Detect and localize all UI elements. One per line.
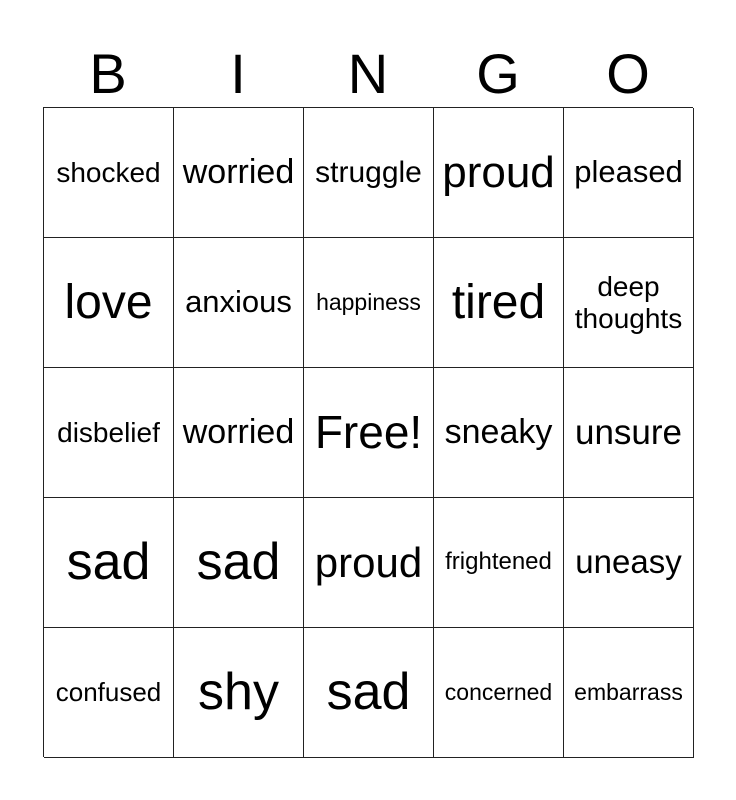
cell-label: worried [182, 413, 295, 452]
free-space-cell[interactable] [304, 368, 434, 498]
bingo-cell[interactable] [44, 498, 174, 628]
bingo-cell[interactable] [564, 108, 694, 238]
header-letter-o: O [606, 42, 650, 105]
bingo-grid [43, 107, 693, 757]
header-letter-n: N [347, 42, 389, 105]
cell-label: pleased [574, 154, 683, 190]
bingo-cell[interactable] [174, 238, 304, 368]
cell-label: uneasy [575, 543, 682, 581]
bingo-cell[interactable] [564, 238, 694, 368]
bingo-cell[interactable] [44, 238, 174, 368]
cell-label: disbelief [57, 416, 160, 448]
cell-label: deep thoughts [574, 271, 683, 334]
cell-label: embarrass [574, 678, 683, 705]
bingo-cell[interactable] [434, 368, 564, 498]
bingo-cell[interactable] [44, 108, 174, 238]
bingo-cell[interactable] [174, 368, 304, 498]
cell-label: proud [442, 147, 555, 197]
cell-label: anxious [185, 284, 292, 320]
bingo-cell[interactable] [564, 498, 694, 628]
cell-label: Free! [314, 405, 423, 458]
cell-label: sad [66, 533, 151, 592]
bingo-cell[interactable] [304, 628, 434, 758]
bingo-cell[interactable] [304, 238, 434, 368]
header-letter-i: I [230, 42, 246, 105]
cell-label: sneaky [444, 413, 553, 452]
cell-label: concerned [444, 678, 553, 705]
cell-label: tired [451, 275, 546, 329]
bingo-cell[interactable] [434, 628, 564, 758]
cell-label: shocked [56, 156, 161, 188]
cell-label: confused [55, 676, 162, 707]
bingo-cell[interactable] [434, 238, 564, 368]
cell-label: unsure [574, 412, 683, 452]
cell-label: worried [182, 153, 295, 192]
bingo-cell[interactable] [174, 498, 304, 628]
bingo-cell[interactable] [434, 108, 564, 238]
bingo-cell[interactable] [44, 628, 174, 758]
header-letter-g: G [476, 42, 520, 105]
bingo-cell[interactable] [304, 498, 434, 628]
cell-label: struggle [315, 155, 422, 189]
bingo-cell[interactable] [44, 368, 174, 498]
bingo-cell[interactable] [174, 628, 304, 758]
cell-label: sad [196, 533, 281, 592]
cell-label: shy [198, 663, 279, 722]
bingo-cell[interactable] [564, 628, 694, 758]
cell-label: proud [314, 538, 423, 586]
bingo-cell[interactable] [174, 108, 304, 238]
bingo-cell[interactable] [564, 368, 694, 498]
cell-label: love [64, 275, 153, 329]
cell-label: frightened [445, 548, 552, 576]
bingo-header [43, 40, 693, 107]
cell-label: happiness [316, 288, 421, 315]
header-letter-b: B [89, 42, 127, 105]
bingo-cell[interactable] [434, 498, 564, 628]
cell-label: sad [326, 663, 411, 722]
bingo-cell[interactable] [304, 108, 434, 238]
